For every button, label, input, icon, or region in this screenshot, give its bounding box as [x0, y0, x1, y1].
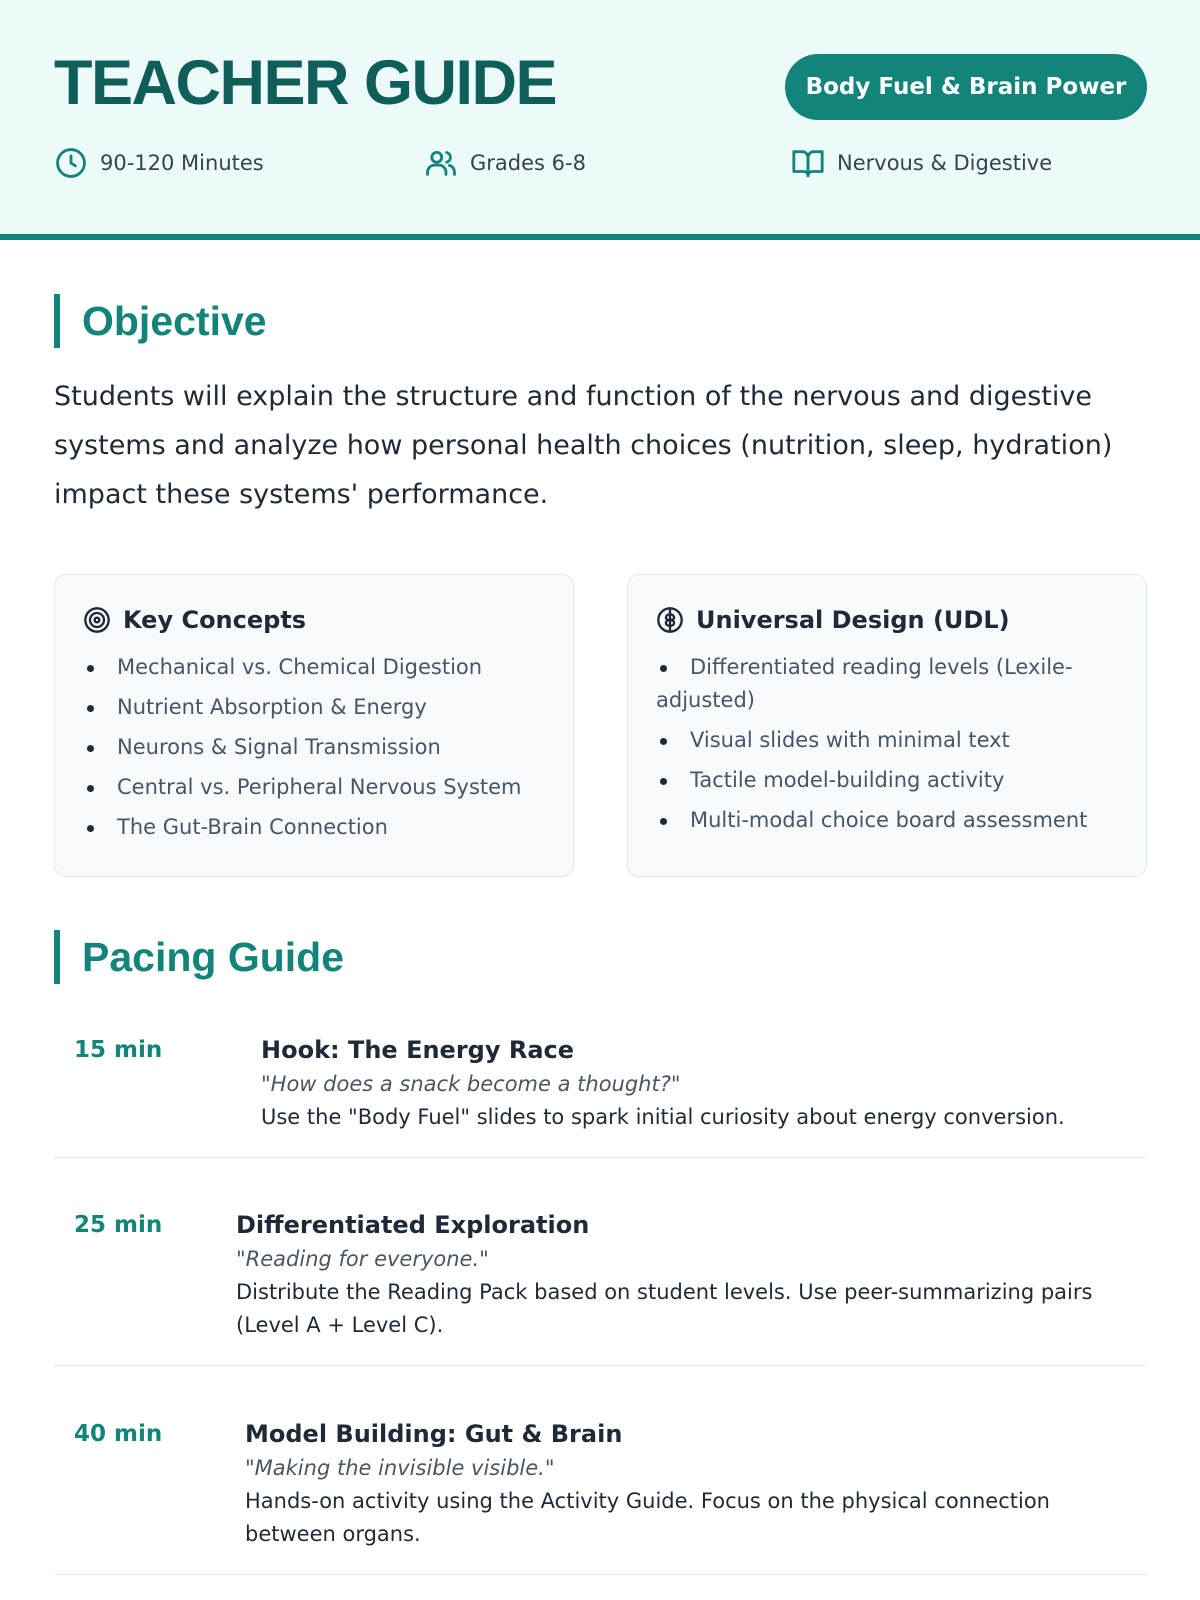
pacing-desc: Distribute the Reading Pack based on student levels. Use peer-summarizing pairs (Level A + Level C).	[236, 1280, 1093, 1337]
udl-header	[656, 603, 1118, 637]
udl-list	[656, 651, 1118, 837]
pacing-heading-text: Pacing Guide	[82, 933, 344, 980]
pacing-desc: Use the "Body Fuel" slides to spark initial curiosity about energy conversion.	[261, 1105, 1065, 1129]
key-concepts-card	[54, 574, 574, 877]
topic-text: Nervous & Digestive	[837, 151, 1053, 175]
list-item: Multi-modal choice board assessment	[656, 804, 1118, 837]
pacing-title: Model Building: Gut & Brain	[245, 1420, 623, 1448]
meta-grades	[424, 145, 586, 181]
list-item: Visual slides with minimal text	[656, 724, 1118, 757]
pacing-row	[54, 1208, 1147, 1366]
pacing-body	[245, 1417, 1127, 1551]
pacing-heading	[54, 930, 344, 984]
pacing-body	[236, 1208, 1127, 1342]
key-concepts-title: Key Concepts	[123, 606, 307, 634]
header	[0, 0, 1200, 240]
pacing-title: Differentiated Exploration	[236, 1211, 590, 1239]
pacing-title: Hook: The Energy Race	[261, 1036, 575, 1064]
topic-badge: Body Fuel & Brain Power	[785, 54, 1147, 120]
page-title: TEACHER GUIDE	[54, 48, 557, 118]
list-item: Differentiated reading levels (Lexile-adjusted)	[656, 651, 1118, 717]
list-item: Tactile model-building activity	[656, 764, 1118, 797]
udl-title: Universal Design (UDL)	[696, 606, 1010, 634]
pacing-body	[261, 1033, 1127, 1134]
meta-duration	[54, 145, 264, 181]
clock-icon	[54, 146, 88, 180]
list-item: Neurons & Signal Transmission	[83, 731, 545, 764]
users-icon	[424, 146, 458, 180]
pacing-quote: "How does a snack become a thought?"	[261, 1072, 681, 1096]
meta-topic	[791, 145, 1052, 181]
objective-text: Students will explain the structure and function of the nervous and digestive systems and analyze how personal health choices (nutrition, sleep, hydration) impact these systems' performance.	[54, 381, 1113, 510]
pacing-quote: "Making the invisible visible."	[245, 1456, 555, 1480]
pacing-quote: "Reading for everyone."	[236, 1247, 489, 1271]
list-item: Mechanical vs. Chemical Digestion	[83, 651, 545, 684]
objective-heading	[54, 294, 267, 348]
key-concepts-list	[83, 651, 545, 844]
list-item: Central vs. Peripheral Nervous System	[83, 771, 545, 804]
key-concepts-header	[83, 603, 545, 637]
list-item: The Gut-Brain Connection	[83, 811, 545, 844]
brain-icon	[656, 606, 684, 634]
udl-card	[627, 574, 1147, 877]
target-icon	[83, 606, 111, 634]
pacing-time: 25 min	[74, 1212, 163, 1238]
list-item: Nutrient Absorption & Energy	[83, 691, 545, 724]
pacing-time: 15 min	[74, 1037, 163, 1063]
grades-text: Grades 6-8	[470, 151, 586, 175]
duration-text: 90-120 Minutes	[100, 151, 264, 175]
pacing-time: 40 min	[74, 1421, 163, 1447]
pacing-row	[54, 1417, 1147, 1575]
objective-heading-text: Objective	[82, 297, 267, 344]
pacing-desc: Hands-on activity using the Activity Guide. Focus on the physical connection between organs.	[245, 1489, 1050, 1546]
book-open-icon	[791, 146, 825, 180]
pacing-row	[54, 1033, 1147, 1158]
